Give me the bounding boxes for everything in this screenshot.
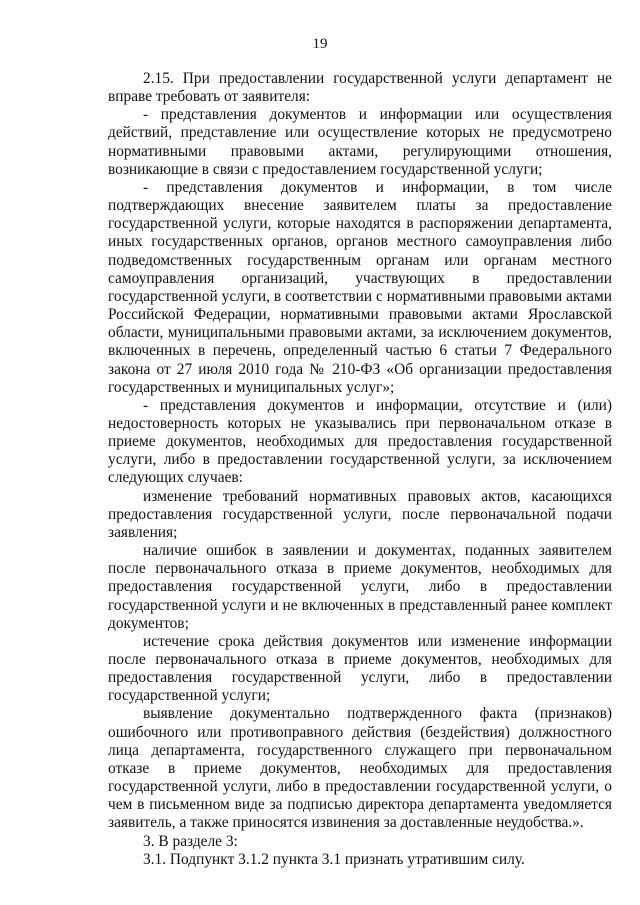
paragraph-2-15-intro: 2.15. При предоставлении государственной услуги департамент не вправе требовать от заявителя: — [108, 70, 612, 106]
paragraph-case-errors: наличие ошибок в заявлении и документах, поданных заявителем после первоначального отказа в приеме документов, необходимых для предоставления государственной услуги, либо в предоставлении государственной услуги и не включенных в представленный ранее комплект документов; — [108, 542, 612, 632]
paragraph-section-3: 3. В разделе 3: — [143, 832, 238, 850]
paragraph-3-1: 3.1. Подпункт 3.1.2 пункта 3.1 признать утратившим силу. — [143, 850, 525, 868]
paragraph-case-expiration: истечение срока действия документов или изменение информации после первоначального отказа в приеме документов, необходимых для предоставления государственной услуги, либо в предоставлении государственной услуги; — [108, 632, 612, 705]
document-body — [108, 70, 612, 869]
paragraph-item-unreported-documents: - представления документов и информации, отсутствие и (или) недостоверность которых не указывались при первоначальном отказе в приеме документов, необходимых для предоставления государственной услуги, либо в предоставлении государственной услуги, за исключением следующих случаев: — [108, 396, 612, 487]
paragraph-item-actions: - представления документов и информации или осуществления действий, представление или осуществление которых не предусмотрено нормативными правовыми актами, регулирующими отношения, возникающие в связи с предоставлением государственной услуги; — [108, 106, 612, 178]
paragraph-item-documents-in-possession: - представления документов и информации, в том числе подтверждающих внесение заявителем платы за предоставление государственной услуги, которые находятся в распоряжении департамента, иных государственных органов, органов местного самоуправления либо подведомственных государственным органам или органам местного самоуправления организаций, участвующих в предоставлении государственной услуги, в соответствии с нормативными правовыми актами Российской Федерации, нормативными правовыми актами Ярославской области, муниципальными правовыми актами, за исключением документов, включенных в перечень, определенный частью 6 статьи 7 Федерального закона от 27 июля 2010 года № 210-ФЗ «Об организации предоставления государственных и муниципальных услуг»; — [108, 178, 612, 396]
page-number: 19 — [312, 36, 328, 52]
paragraph-case-misconduct: выявление документально подтвержденного факта (признаков) ошибочного или противоправного действия (бездействия) должностного лица департамента, государственного служащего при первоначальном отказе в приеме документов, необходимых для предоставления государственной услуги, либо в предоставлении государственной услуги, о чем в письменном виде за подписью директора департамента уведомляется заявитель, а также приносятся извинения за доставленные неудобства.». — [108, 705, 612, 832]
paragraph-case-requirements-change: изменение требований нормативных правовых актов, касающихся предоставления государственной услуги, после первоначальной подачи заявления; — [108, 487, 612, 541]
